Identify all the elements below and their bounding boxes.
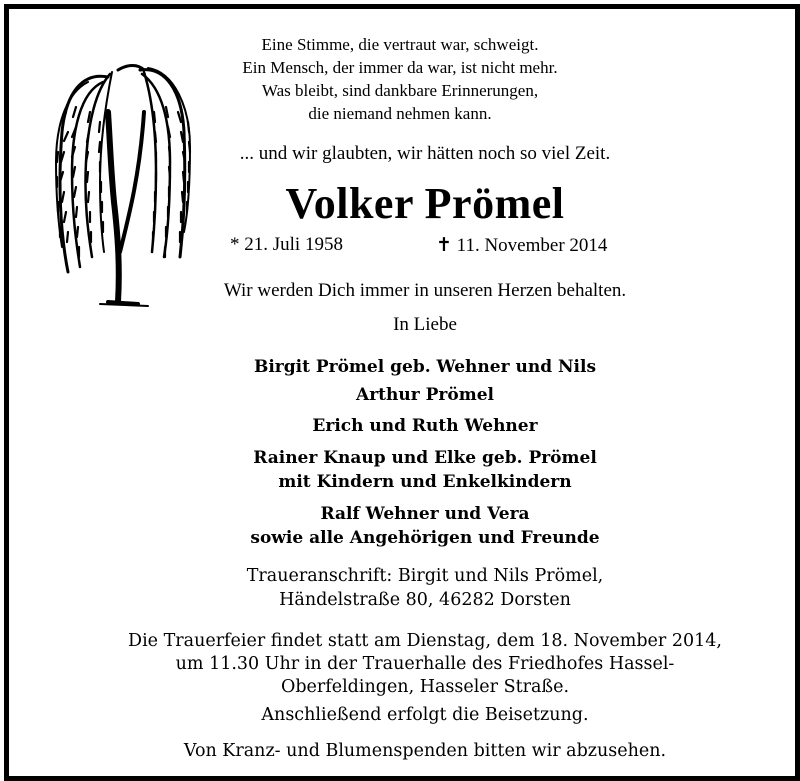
poem-line-4: die niemand nehmen kann. — [308, 104, 492, 123]
poem-line-2: Ein Mensch, der immer da war, ist nicht mehr. — [242, 58, 558, 77]
family-member: Arthur Prömel — [356, 385, 494, 405]
ceremony-line-4: Anschließend erfolgt die Beisetzung. — [261, 705, 589, 725]
ceremony-line-1: Die Trauerfeier findet statt am Dienstag, dem 18. November 2014, — [128, 631, 722, 651]
poem-line-1: Eine Stimme, die vertraut war, schweigt. — [261, 35, 539, 54]
poem-line-3: Was bleibt, sind dankbare Erinnerungen, — [261, 81, 539, 100]
birth-date: * 21. Juli 1958 — [230, 234, 343, 255]
family-member: Birgit Prömel geb. Wehner und Nils — [253, 357, 597, 377]
quote-line: ... und wir glaubten, wir hätten noch so viel Zeit. — [239, 143, 611, 164]
deceased-name: Volker Prömel — [285, 179, 565, 228]
memorial-message: Wir werden Dich immer in unseren Herzen behalten. — [223, 280, 627, 301]
family-member: Ralf Wehner und Vera — [320, 504, 530, 524]
ceremony-line-3: Oberfeldingen, Hasseler Straße. — [280, 677, 570, 697]
family-member: sowie alle Angehörigen und Freunde — [250, 528, 600, 548]
family-member: Erich und Ruth Wehner — [312, 416, 538, 436]
ceremony-line-2: um 11.30 Uhr in der Trauerhalle des Friedhofes Hassel- — [175, 654, 675, 674]
address-line-2: Händelstraße 80, 46282 Dorsten — [279, 590, 571, 610]
flowers-note: Von Kranz- und Blumenspenden bitten wir abzusehen. — [183, 741, 667, 761]
family-member: Rainer Knaup und Elke geb. Prömel — [253, 448, 597, 468]
in-love-line: In Liebe — [393, 314, 457, 335]
family-member: mit Kindern und Enkelkindern — [278, 472, 572, 492]
address-line-1: Traueranschrift: Birgit und Nils Prömel, — [246, 566, 604, 586]
death-date: ✝ 11. November 2014 — [436, 235, 608, 256]
